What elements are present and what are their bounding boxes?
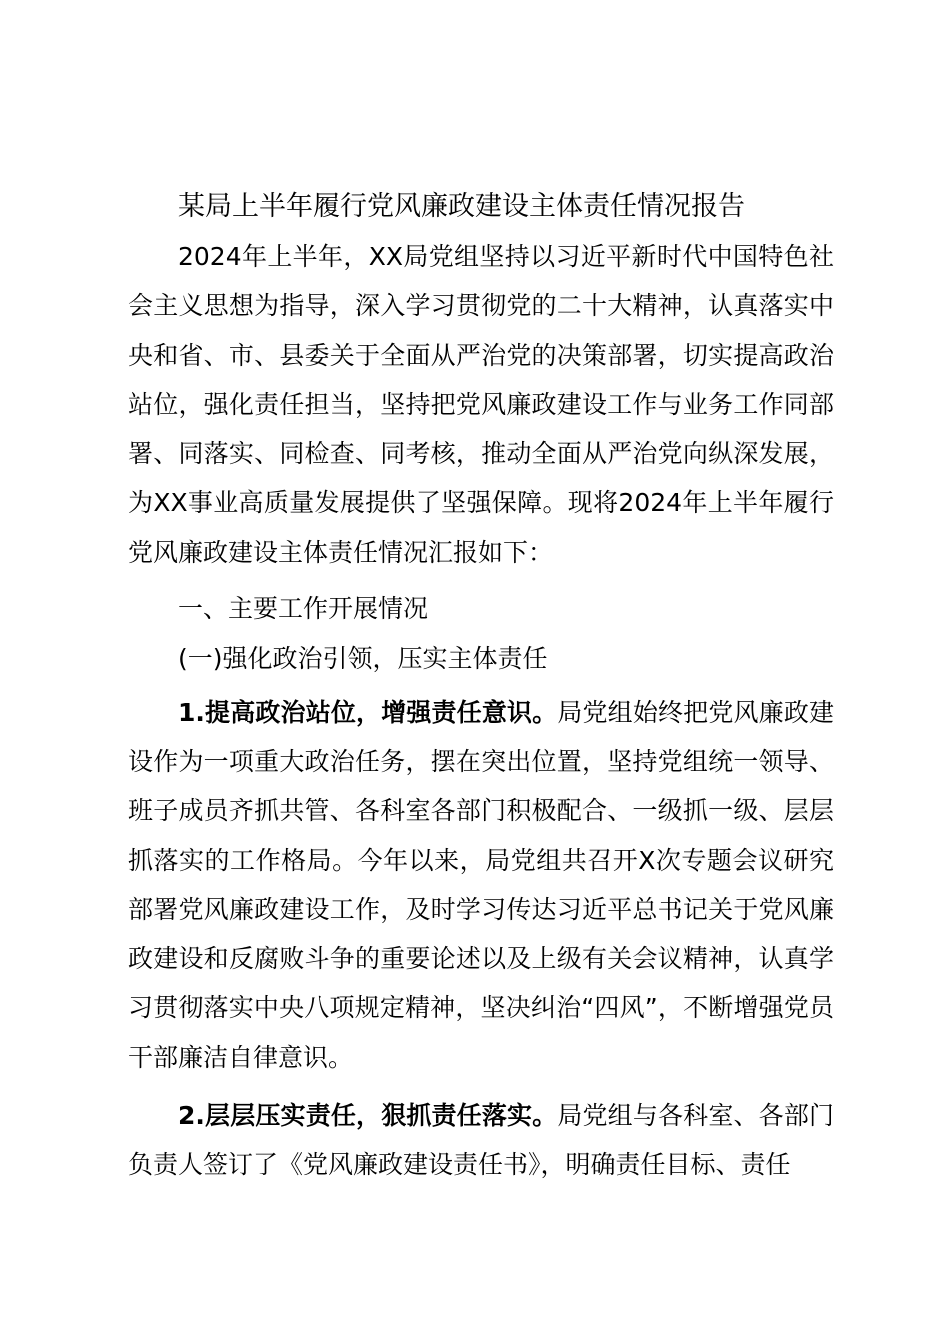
document-page	[128, 187, 834, 1190]
section-1-paragraph	[128, 688, 834, 1082]
section-1-title: 1.提高政治站位，增强责任意识。	[178, 697, 558, 727]
document-title: 某局上半年履行党风廉政建设主体责任情况报告	[178, 191, 745, 222]
section-1-body: 局党组始终把党风廉政建设作为一项重大政治任务，摆在突出位置，坚持党组统一领导、班子成员齐抓共管、各科室各部门积极配合、一级抓一级、层层抓落实的工作格局。今年以来，局党组共召开X次专题会议研究部署党风廉政建设工作，及时学习传达习近平总书记关于党风廉政建设和反腐败斗争的重要论述以及上级有关会议精神，认真学习贯彻落实中央八项规定精神，坚决纠治“四风”，不断增强党员干部廉洁自律意识。	[128, 697, 834, 1072]
intro-paragraph: 2024年上半年，XX局党组坚持以习近平新时代中国特色社会主义思想为指导，深入学习贯彻党的二十大精神，认真落实中央和省、市、县委关于全面从严治党的决策部署，切实提高政治站位，强化责任担当，坚持把党风廉政建设工作与业务工作同部署、同落实、同检查、同考核，推动全面从严治党向纵深发展，为XX事业高质量发展提供了坚强保障。现将2024年上半年履行党风廉政建设主体责任情况汇报如下：	[128, 242, 834, 567]
section-2-title: 2.层层压实责任，狠抓责任落实。	[178, 1101, 558, 1131]
subsection-heading-1: (一)强化政治引领，压实主体责任	[178, 644, 548, 674]
section-2-paragraph	[128, 1091, 834, 1190]
section-heading-1: 一、主要工作开展情况	[178, 594, 429, 624]
section-2-body: 局党组与各科室、各部门负责人签订了《党风廉政建设责任书》，明确责任目标、责任	[128, 1101, 834, 1180]
